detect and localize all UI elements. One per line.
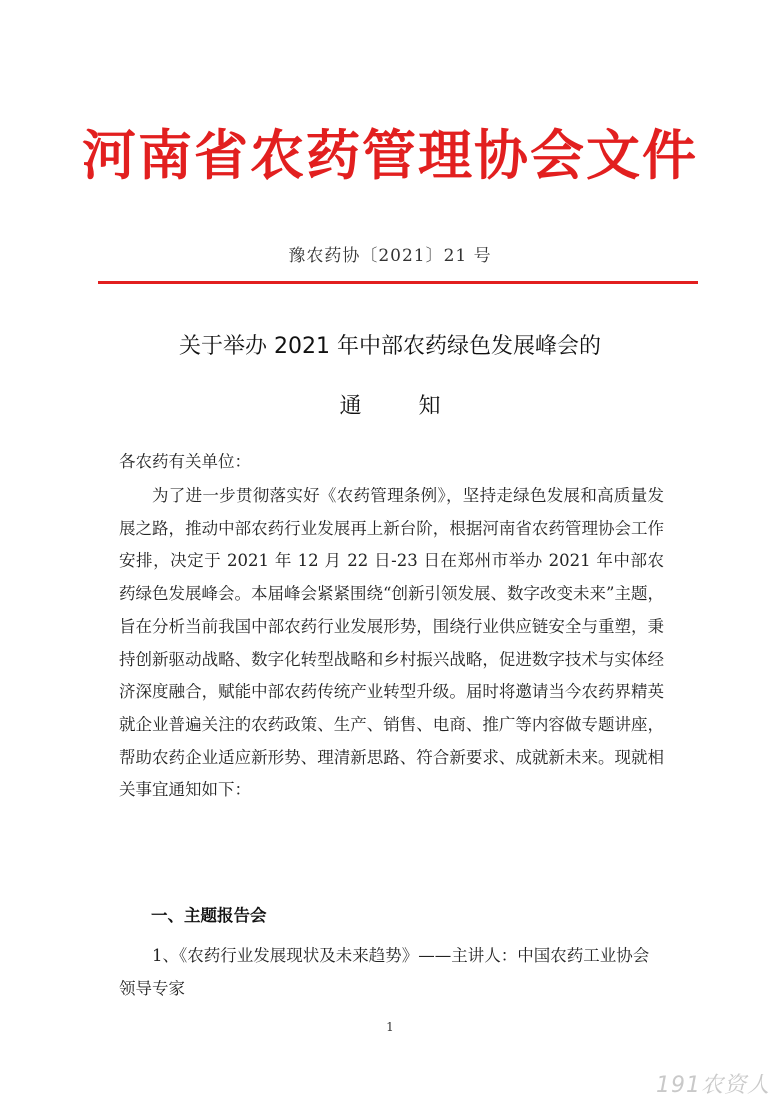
watermark: 191农资人 — [656, 1073, 770, 1098]
red-divider-line — [98, 281, 698, 284]
report-item-1: 1、《农药行业发展现状及未来趋势》——主讲人：中国农药工业协会领导专家 — [119, 946, 650, 998]
salutation: 各农药有关单位： — [119, 452, 251, 471]
doc-number: 豫农药协〔2021〕21 号 — [288, 246, 492, 266]
page-number: 1 — [386, 1020, 394, 1034]
body-paragraph: 为了进一步贯彻落实好《农药管理条例》，坚持走绿色发展和高质量发展之路，推动中部农药行业发展再上新台阶，根据河南省农药管理协会工作安排，决定于 2021 年 12 月 22 日-23 日在郑州市举办 2021 年中部农药绿色发展峰会。本届峰会紧紧围绕“创新引领发展、数字改变未来”主题，旨在分析当前我国中部农药行业发展形势，围绕行业供应链安全与重塑，秉持创新驱动战略、数字化转型战略和乡村振兴战略，促进数字技术与实体经济深度融合，赋能中部农药传统产业转型升级。届时将邀请当今农药界精英就企业普遍关注的农药政策、生产、销售、电商、推广等内容做专题讲座，帮助农药企业适应新形势、理清新思路、符合新要求、成就新未来。现就相关事宜通知如下： — [119, 486, 664, 800]
section-heading: 一、主题报告会 — [151, 906, 267, 925]
notice-title: 关于举办 2021 年中部农药绿色发展峰会的 — [179, 334, 601, 359]
org-title: 河南省农药管理协会文件 — [82, 123, 698, 187]
notice-subtitle: 通 知 — [339, 394, 441, 419]
